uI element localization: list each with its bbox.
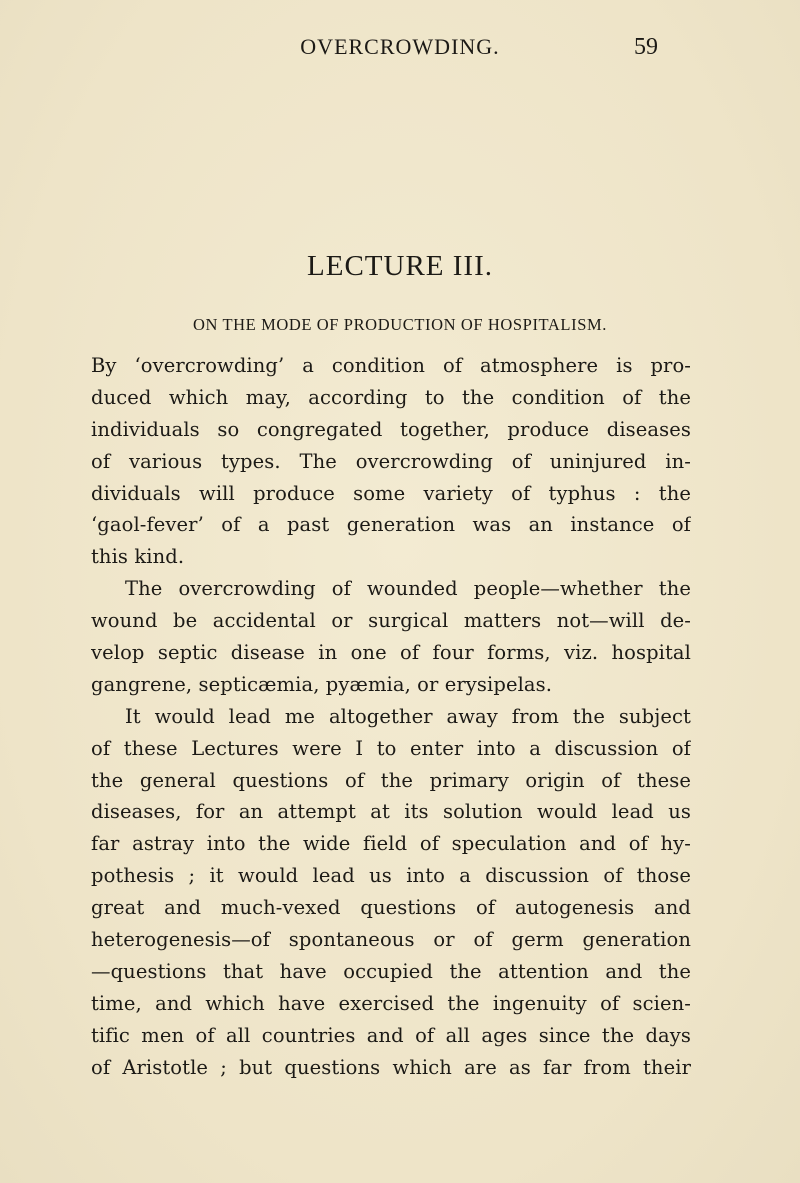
text-line: diseases, for an attempt at its solution would lead us: [91, 800, 691, 824]
text-line: dividuals will produce some variety of typhus : the: [91, 481, 691, 505]
lecture-title: LECTURE III.: [307, 250, 493, 282]
text-line: gangrene, septicæmia, pyæmia, or erysipelas.: [91, 672, 553, 696]
text-line: heterogenesis—of spontaneous or of germ generation: [91, 928, 691, 952]
text-line: individuals so congregated together, produce diseases: [91, 417, 691, 441]
text-line: of Aristotle ; but questions which are as far from their: [91, 1055, 691, 1079]
text-line: —questions that have occupied the attention and the: [91, 959, 691, 983]
text-line: time, and which have exercised the ingenuity of scien-: [91, 991, 691, 1015]
text-line: of these Lectures were I to enter into a discussion of: [91, 736, 691, 760]
text-line: velop septic disease in one of four forms, viz. hospital: [91, 641, 691, 665]
text-line: wound be accidental or surgical matters not—will de-: [91, 609, 691, 633]
text-line: of various types. The overcrowding of uninjured in-: [91, 449, 691, 473]
text-line: It would lead me altogether away from the subject: [125, 704, 691, 728]
text-line: duced which may, according to the condition of the: [91, 385, 691, 409]
running-title: OVERCROWDING.: [300, 34, 500, 59]
text-line: this kind.: [91, 545, 185, 569]
text-line: pothesis ; it would lead us into a discussion of those: [91, 864, 691, 888]
body-text: [91, 350, 691, 1083]
lecture-subtitle: ON THE MODE OF PRODUCTION OF HOSPITALISM.: [193, 315, 607, 334]
running-head: [0, 34, 800, 64]
text-line: The overcrowding of wounded people—whether the: [125, 577, 691, 601]
text-line: great and much-vexed questions of autogenesis and: [91, 896, 691, 920]
text-line: By ‘overcrowding’ a condition of atmosphere is pro-: [91, 354, 691, 377]
page-number: 59: [634, 34, 658, 60]
text-line: tific men of all countries and of all ages since the days: [91, 1023, 691, 1047]
text-line: far astray into the wide field of speculation and of hy-: [91, 832, 691, 856]
text-line: the general questions of the primary origin of these: [91, 768, 691, 792]
text-line: ‘gaol-fever’ of a past generation was an instance of: [91, 513, 691, 537]
